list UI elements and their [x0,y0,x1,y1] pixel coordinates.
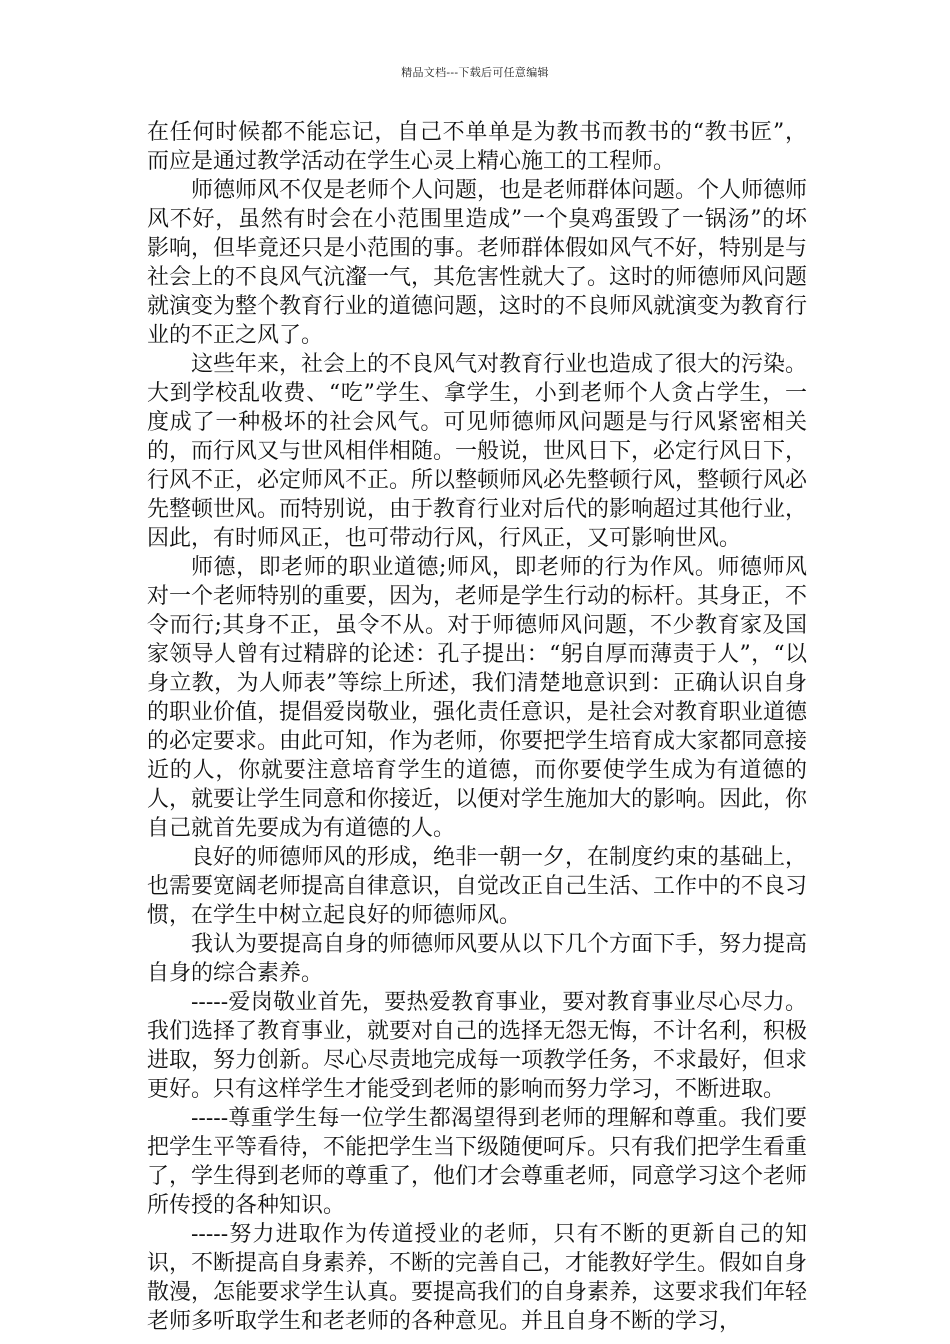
paragraph-social-influence: 这些年来，社会上的不良风气对教育行业也造成了很大的污染。大到学校乱收费、“吃”学生、拿学生，小到老师个人贪占学生，一度成了一种极坏的社会风气。可见师德师风问题是与行风紧密相关的，而行风又与世风相伴相随。一般说，世风日下，必定行风日下，行风不正，必定师风不正。所以整顿师风必先整顿行风，整顿行风必先整顿世风。而特别说，由于教育行业对后代的影响超过其他行业，因此，有时师风正，也可带动行风，行风正，又可影响世风。 [147,352,808,551]
paragraph-strive-progress: -----努力进取作为传道授业的老师，只有不断的更新自己的知识，不断提高自身素养，不断的完善自己，才能教好学生。假如自身散漫，怎能要求学生认真。要提高我们的自身素养，这要求我们年轻老师多听取学生和老老师的各种意见。并且自身不断的学习， [147,1222,808,1334]
paragraph-love-job: -----爱岗敬业首先，要热爱教育事业，要对教育事业尽心尽力。我们选择了教育事业，就要对自己的选择无怨无悔，不计名利，积极进取，努力创新。尽心尽责地完成每一项教学任务，不求最好，但求更好。只有这样学生才能受到老师的影响而努力学习，不断进取。 [147,990,808,1102]
paragraph-definition: 师德，即老师的职业道德;师风，即老师的行为作风。师德师风对一个老师特别的重要，因为，老师是学生行动的标杆。其身正，不令而行;其身不正，虽令不从。对于师德师风问题，不少教育家及国家领导人曾有过精辟的论述：孔子提出：“躬自厚而薄责于人”，“以身立教，为人师表”等综上所述，我们清楚地意识到：正确认识自身的职业价值，提倡爱岗敬业，强化责任意识，是社会对教育职业道德的必定要求。由此可知，作为老师，你要把学生培育成大家都同意接近的人，你就要注意培育学生的道德，而你要使学生成为有道德的人，就要让学生同意和你接近，以便对学生施加大的影响。因此，你自己就首先要成为有道德的人。 [147,555,808,841]
running-header: 精品文档---下载后可任意编辑 [401,66,549,79]
paragraph-respect-students: -----尊重学生每一位学生都渴望得到老师的理解和尊重。我们要把学生平等看待，不能把学生当下级随便呵斥。只有我们把学生看重了，学生得到老师的尊重了，他们才会尊重老师，同意学习这个老师所传授的各种知识。 [147,1106,808,1218]
paragraph-intro-aspects: 我认为要提高自身的师德师风要从以下几个方面下手，努力提高自身的综合素养。 [147,932,808,986]
paragraph-formation: 良好的师德师风的形成，绝非一朝一夕，在制度约束的基础上，也需要宽阔老师提高自律意识，自觉改正自己生活、工作中的不良习惯，在学生中树立起良好的师德师风。 [147,845,808,928]
paragraph-teacher-ethics-group: 师德师风不仅是老师个人问题，也是老师群体问题。个人师德师风不好，虽然有时会在小范围里造成”一个臭鸡蛋毁了一锅汤”的坏影响，但毕竟还只是小范围的事。老师群体假如风气不好，特别是与社会上的不良风气沆瀣一气，其危害性就大了。这时的师德师风问题就演变为整个教育行业的道德问题，这时的不良师风就演变为教育行业的不正之风了。 [147,178,808,348]
paragraph-continuation: 在任何时候都不能忘记，自己不单单是为教书而教书的“教书匠”，而应是通过教学活动在学生心灵上精心施工的工程师。 [147,120,807,174]
document-body [147,118,807,1336]
